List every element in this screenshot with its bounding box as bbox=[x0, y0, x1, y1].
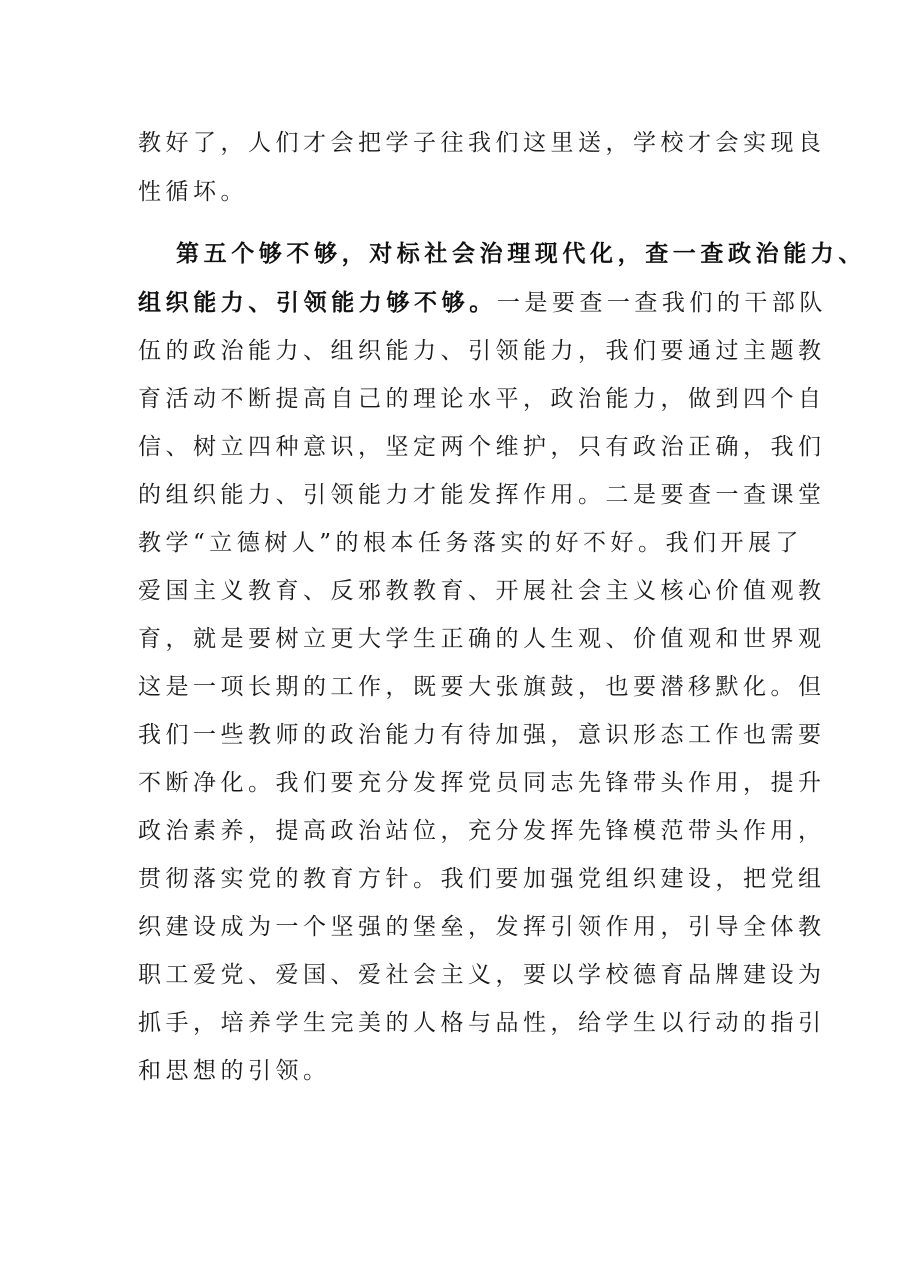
text-line: 不断净化。我们要充分发挥党员同志先锋带头作用，提升 bbox=[138, 770, 826, 796]
text-line: 我们一些教师的政治能力有待加强，意识形态工作也需要 bbox=[138, 722, 826, 748]
text-line: 教学“立德树人”的根本任务落实的好不好。我们开展了 bbox=[138, 530, 804, 556]
text-line: 抓手，培养学生完美的人格与品性，给学生以行动的指引 bbox=[138, 1010, 826, 1036]
section-heading-continued: 组织能力、引领能力够不够。 bbox=[138, 289, 497, 316]
text-line: 伍的政治能力、组织能力、引领能力，我们要通过主题教 bbox=[138, 338, 826, 364]
text-line: 和思想的引领。 bbox=[138, 1058, 331, 1084]
text-line-rest: 一是要查一查我们的干部队 bbox=[496, 290, 827, 316]
text-line: 贯彻落实党的教育方针。我们要加强党组织建设，把党组 bbox=[138, 866, 826, 892]
text-line: 爱国主义教育、反邪教教育、开展社会主义核心价值观教 bbox=[138, 578, 826, 604]
text-line: 信、树立四种意识，坚定两个维护，只有政治正确，我们 bbox=[138, 434, 826, 460]
text-line: 教好了，人们才会把学子往我们这里送，学校才会实现良 bbox=[138, 130, 826, 156]
text-line: 职工爱党、爱国、爱社会主义，要以学校德育品牌建设为 bbox=[138, 962, 826, 988]
text-line: 育，就是要树立更大学生正确的人生观、价值观和世界观 bbox=[138, 626, 826, 652]
text-line: 的组织能力、引领能力才能发挥作用。二是要查一查课堂 bbox=[138, 482, 826, 508]
text-line bbox=[138, 287, 827, 319]
text-line: 这是一项长期的工作，既要大张旗鼓，也要潜移默化。但 bbox=[138, 674, 826, 700]
text-line: 性循坏。 bbox=[138, 179, 248, 205]
text-line: 育活动不断提高自己的理论水平，政治能力，做到四个自 bbox=[138, 386, 826, 412]
text-line: 政治素养，提高政治站位，充分发挥先锋模范带头作用， bbox=[138, 818, 826, 844]
text-line: 织建设成为一个坚强的堡垒，发挥引领作用，引导全体教 bbox=[138, 914, 826, 940]
section-heading: 第五个够不够，对标社会治理现代化，查一查政治能力、 bbox=[176, 240, 866, 267]
